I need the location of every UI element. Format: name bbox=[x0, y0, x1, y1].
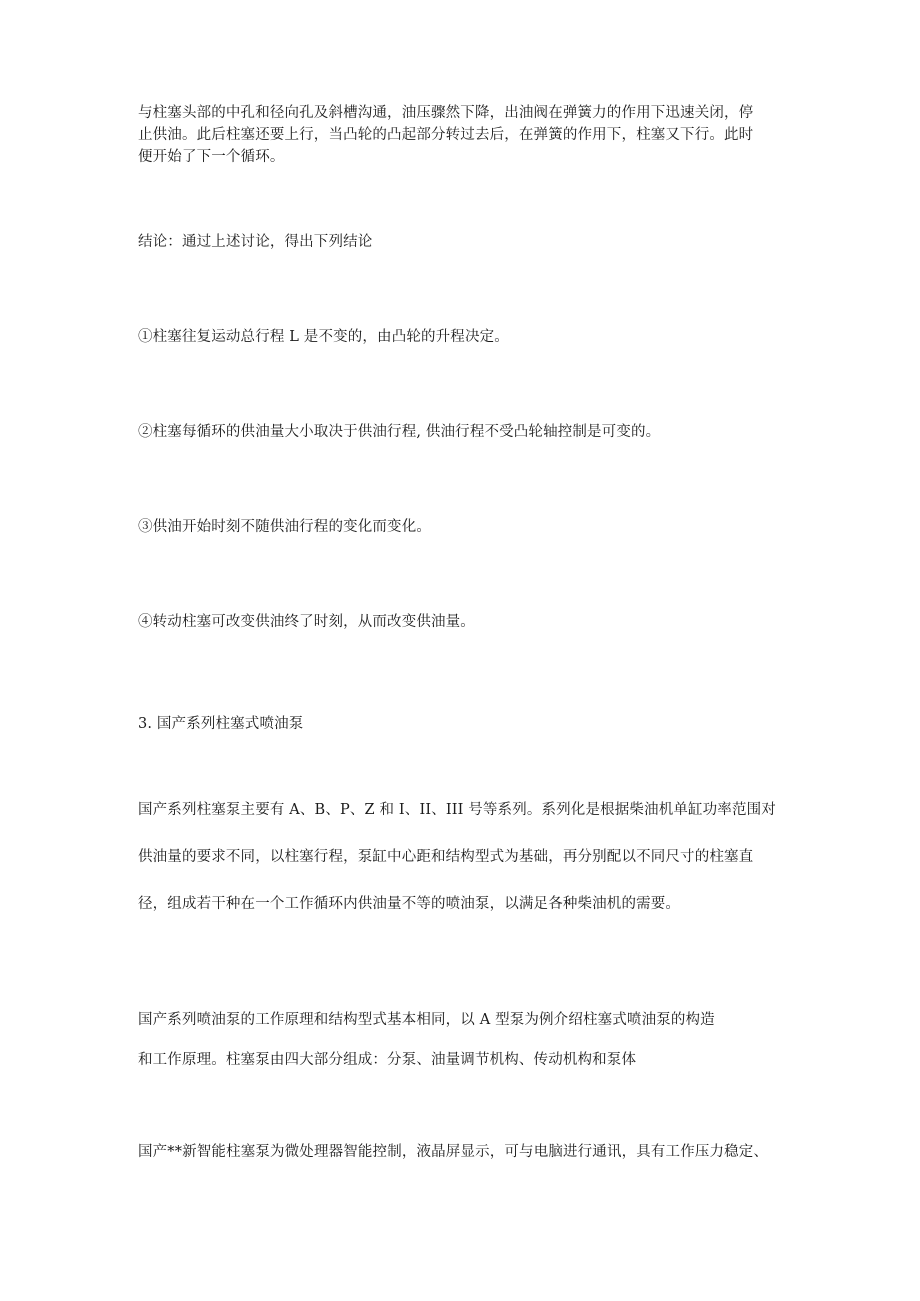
conclusion-item-2: ②柱塞每循环的供油量大小取决于供油行程, 供油行程不受凸轮轴控制是可变的。 bbox=[138, 424, 661, 440]
series-paragraph bbox=[138, 787, 788, 928]
intro-line: 止供油。此后柱塞还要上行，当凸轮的凸起部分转过去后，在弹簧的作用下，柱塞又下行。此时 bbox=[138, 127, 754, 143]
conclusion-heading: 结论：通过上述讨论，得出下列结论 bbox=[138, 234, 373, 250]
smart-pump-paragraph: 国产**新智能柱塞泵为微处理器智能控制，液晶屏显示，可与电脑进行通讯，具有工作压力稳定、 bbox=[138, 1144, 769, 1160]
pump-paragraph bbox=[138, 1000, 788, 1080]
intro-line: 与柱塞头部的中孔和径向孔及斜槽沟通，油压骤然下降，出油阀在弹簧力的作用下迅速关闭，停 bbox=[138, 105, 754, 121]
series-line: 国产系列柱塞泵主要有 A、B、P、Z 和 I、II、III 号等系列。系列化是根据柴油机单缸功率范围对 bbox=[138, 802, 776, 818]
intro-line: 便开始了下一个循环。 bbox=[138, 149, 285, 165]
conclusion-item-3: ③供油开始时刻不随供油行程的变化而变化。 bbox=[138, 519, 431, 535]
conclusion-item-4: ④转动柱塞可改变供油终了时刻，从而改变供油量。 bbox=[138, 614, 475, 630]
pump-line: 国产系列喷油泵的工作原理和结构型式基本相同，以 A 型泵为例介绍柱塞式喷油泵的构造 bbox=[138, 1012, 715, 1028]
series-line: 径，组成若干种在一个工作循环内供油量不等的喷油泵，以满足各种柴油机的需要。 bbox=[138, 896, 681, 912]
series-line: 供油量的要求不同，以柱塞行程，泵缸中心距和结构型式为基础，再分别配以不同尺寸的柱塞直 bbox=[138, 849, 754, 865]
intro-paragraph bbox=[138, 102, 788, 168]
conclusion-item-1: ①柱塞往复运动总行程 L 是不变的，由凸轮的升程决定。 bbox=[138, 329, 509, 345]
section-heading: 3. 国产系列柱塞式喷油泵 bbox=[138, 716, 304, 732]
pump-line: 和工作原理。柱塞泵由四大部分组成：分泵、油量调节机构、传动机构和泵体 bbox=[138, 1052, 637, 1068]
